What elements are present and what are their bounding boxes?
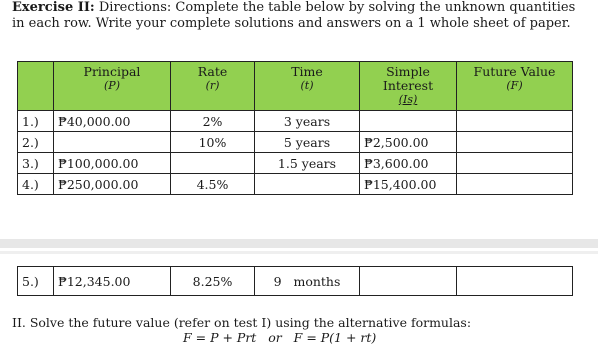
- directions-text: Directions: Complete the table below by solving the unknown quantities in each row. Write your complete solutions and answers on a 1 whole sheet of paper.: [12, 0, 576, 31]
- part2-instructions: II. Solve the future value (refer on test I) using the alternative formulas:: [12, 315, 472, 330]
- time-cell: 3 years: [255, 111, 360, 132]
- rate-cell: [171, 153, 255, 174]
- header-row-number: [18, 62, 54, 111]
- table-row: [18, 153, 573, 174]
- row-number: 1.): [18, 111, 54, 132]
- principal-cell: ₱12,345.00: [54, 267, 171, 296]
- table-row: [18, 174, 573, 195]
- time-cell: [255, 174, 360, 195]
- section-divider-thin: [0, 251, 598, 254]
- row5-table: [17, 266, 573, 296]
- interest-cell: [360, 111, 457, 132]
- future-value-cell: [457, 111, 573, 132]
- principal-cell: [54, 132, 171, 153]
- exercise-title: Exercise II:: [12, 0, 95, 15]
- table-row: [18, 132, 573, 153]
- rate-cell: 2%: [171, 111, 255, 132]
- future-value-cell: [457, 267, 573, 296]
- row-number: 4.): [18, 174, 54, 195]
- formula: F = P + Prt or F = P(1 + rt): [183, 330, 377, 345]
- time-cell: 1.5 years: [255, 153, 360, 174]
- section-divider: [0, 239, 598, 248]
- header-principal: Principal (P): [54, 62, 171, 111]
- table-header-row: [18, 62, 573, 111]
- instructions: [12, 0, 590, 32]
- time-cell: 5 years: [255, 132, 360, 153]
- principal-cell: ₱100,000.00: [54, 153, 171, 174]
- principal-cell: ₱40,000.00: [54, 111, 171, 132]
- header-future-value: Future Value (F): [457, 62, 573, 111]
- time-cell: 9 months: [255, 267, 360, 296]
- future-value-cell: [457, 132, 573, 153]
- rate-cell: 10%: [171, 132, 255, 153]
- interest-cell: ₱3,600.00: [360, 153, 457, 174]
- rate-cell: 8.25%: [171, 267, 255, 296]
- future-value-cell: [457, 174, 573, 195]
- interest-cell: ₱15,400.00: [360, 174, 457, 195]
- row-number: 5.): [18, 267, 54, 296]
- rate-cell: 4.5%: [171, 174, 255, 195]
- interest-cell: ₱2,500.00: [360, 132, 457, 153]
- row-number: 3.): [18, 153, 54, 174]
- future-value-cell: [457, 153, 573, 174]
- header-time: Time (t): [255, 62, 360, 111]
- row-number: 2.): [18, 132, 54, 153]
- principal-cell: ₱250,000.00: [54, 174, 171, 195]
- header-rate: Rate (r): [171, 62, 255, 111]
- table-row: [18, 111, 573, 132]
- table-row: [18, 267, 573, 296]
- interest-cell: [360, 267, 457, 296]
- interest-table: [17, 61, 573, 195]
- header-simple-interest: Simple Interest (Is): [360, 62, 457, 111]
